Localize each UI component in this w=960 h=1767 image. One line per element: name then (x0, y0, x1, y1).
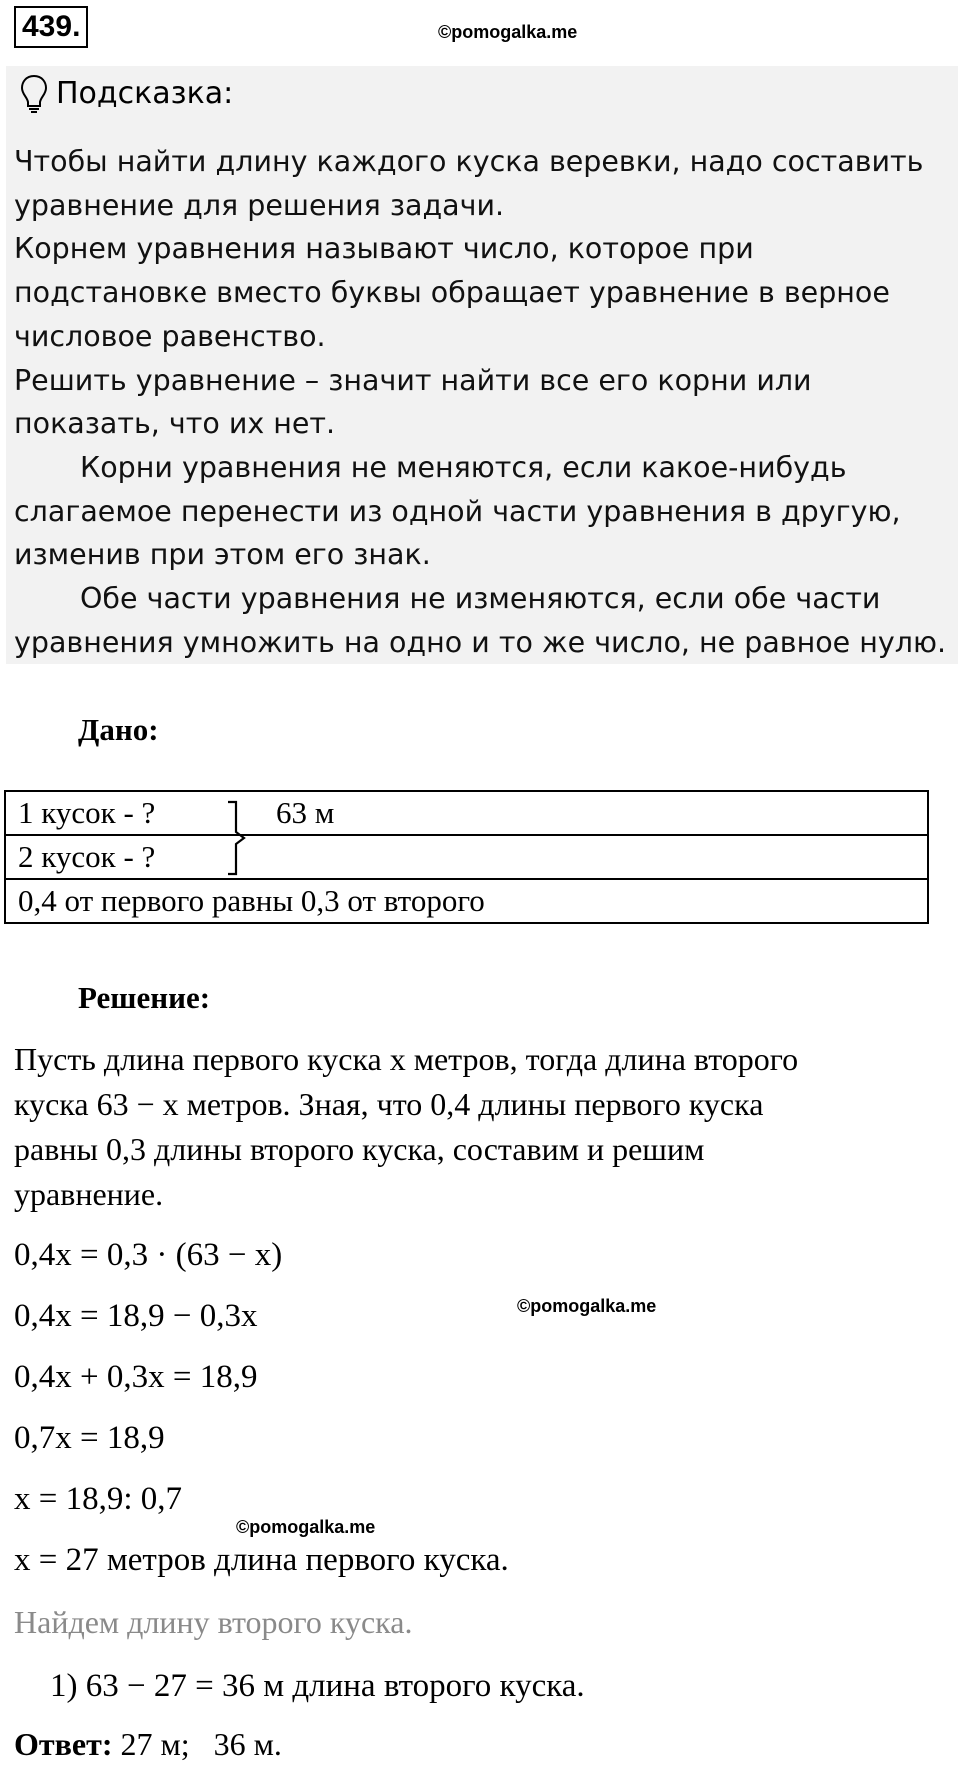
hint-line: Корни уравнения не меняются, если какое-нибудь (80, 450, 847, 484)
answer (14, 1722, 282, 1767)
hint-title: Подсказка: (56, 76, 234, 111)
solution-text-line: куска 63 − x метров. Зная, что 0,4 длины первого куска (14, 1086, 764, 1122)
watermark: ©pomogalka.me (438, 22, 578, 42)
solution-text-line: равны 0,3 длины второго куска, составим и решим (14, 1131, 705, 1167)
equation: 0,4x = 18,9 − 0,3x (14, 1298, 258, 1334)
hint-line: Решить уравнение – значит найти все его корни или (14, 363, 812, 397)
equation: 0,4x = 0,3 · (63 − x) (14, 1237, 283, 1273)
watermark: ©pomogalka.me (517, 1296, 657, 1316)
given-row-1 (6, 792, 927, 836)
solution-text-line: уравнение. (14, 1176, 164, 1212)
answer-label: Ответ: (14, 1726, 113, 1762)
given-row-3 (6, 880, 927, 922)
solution-text-line: Пусть длина первого куска x метров, тогда длина второго (14, 1041, 799, 1077)
hint-line: слагаемое перенести из одной части уравнения в другую, (14, 494, 901, 528)
hint-line: Обе части уравнения не изменяются, если обе части (80, 582, 881, 616)
piece2-label: 2 кусок - ? (18, 839, 156, 874)
total-length: 63 м (276, 795, 335, 830)
given-heading: Дано: (78, 712, 159, 747)
lightbulb-icon (20, 74, 48, 114)
equation: 0,4x + 0,3x = 18,9 (14, 1359, 258, 1395)
hint-text (14, 140, 954, 664)
answer-value: 27 м; 36 м. (112, 1726, 282, 1762)
brace-icon (222, 796, 252, 882)
hint-line: числовое равенство. (14, 319, 326, 353)
step-1: 1) 63 − 27 = 36 м длина второго куска. (50, 1668, 585, 1704)
hint-line: Чтобы найти длину каждого куска веревки, надо составить (14, 145, 924, 178)
ratio-condition: 0,4 от первого равны 0,3 от второго (18, 883, 485, 918)
hint-line: уравнение для решения задачи. (14, 188, 505, 222)
hint-line: подстановке вместо буквы обращает уравнение в верное (14, 276, 890, 310)
piece1-label: 1 кусок - ? (18, 795, 156, 830)
given-row-2 (6, 836, 927, 880)
equation: 0,7x = 18,9 (14, 1420, 165, 1456)
find-second-text: Найдем длину второго куска. (14, 1604, 413, 1640)
task-number: 439. (14, 6, 88, 48)
hint-line: уравнения умножить на одно и то же число, не равное нулю. (14, 625, 947, 659)
watermark: ©pomogalka.me (236, 1517, 376, 1537)
hint-line: показать, что их нет. (14, 407, 336, 441)
equation: x = 27 метров длина первого куска. (14, 1542, 509, 1578)
equation: x = 18,9: 0,7 (14, 1481, 183, 1517)
hint-line: изменив при этом его знак. (14, 538, 431, 572)
solution-heading: Решение: (78, 980, 211, 1015)
given-table (4, 790, 929, 924)
hint-line: Корнем уравнения называют число, которое при (14, 232, 754, 266)
